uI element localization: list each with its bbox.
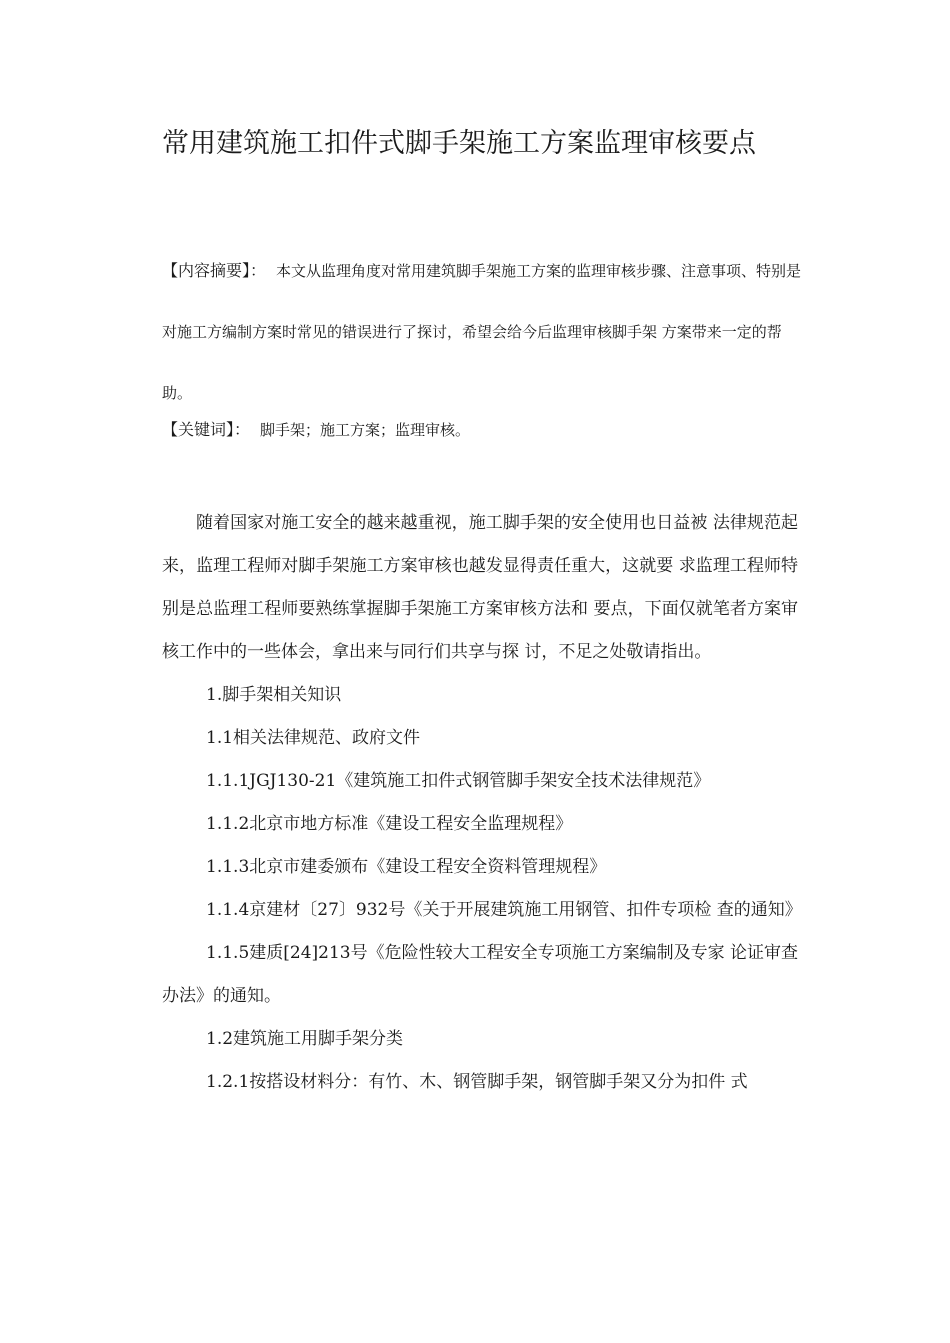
abstract-label: 【内容摘要】： — [162, 261, 267, 280]
list-item: 1.1.1JGJ130-21《建筑施工扣件式钢管脚手架安全技术法律规范》 — [206, 771, 711, 791]
section-heading: 1.1相关法律规范、政府文件 — [206, 728, 421, 748]
keywords-label: 【关键词】： — [162, 420, 251, 439]
section-heading: 1.2建筑施工用脚手架分类 — [206, 1029, 404, 1049]
list-item: 1.1.3北京市建委颁布《建设工程安全资料管理规程》 — [206, 857, 607, 877]
keywords-paragraph — [162, 412, 802, 448]
list-item: 1.1.2北京市地方标准《建设工程安全监理规程》 — [206, 814, 573, 834]
list-item: 1.2.1按搭设材料分：有竹、木、钢管脚手架，钢管脚手架又分为扣件 式 — [206, 1072, 748, 1092]
document-body — [162, 502, 802, 1104]
list-item: 1.1.5建质[24]213号《危险性较大工程安全专项施工方案编制及专家 论证审查办法》的通知。 — [162, 943, 799, 1006]
abstract-paragraph — [162, 240, 802, 424]
keywords-text: 脚手架；施工方案；监理审核。 — [260, 421, 471, 439]
document-title: 常用建筑施工扣件式脚手架施工方案监理审核要点 — [162, 128, 756, 159]
list-item: 1.1.4京建材〔27〕932号《关于开展建筑施工用钢管、扣件专项检 查的通知》 — [206, 900, 802, 920]
intro-paragraph: 随着国家对施工安全的越来越重视，施工脚手架的安全使用也日益被 法律规范起来，监理工程师对脚手架施工方案审核也越发显得责任重大，这就要 求监理工程师特别是总监理工程师要熟练掌握脚手架施工方案审核方法和 要点，下面仅就笔者方案审核工作中的一些体会，拿出来与同行们共享与探 讨，不足之处敬请指出。 — [162, 513, 798, 662]
section-heading: 1.脚手架相关知识 — [206, 685, 342, 705]
abstract-text: 本文从监理角度对常用建筑脚手架施工方案的监理审核步骤、注意事项、特别是对施工方编制方案时常见的错误进行了探讨，希望会给今后监理审核脚手架 方案带来一定的帮助。 — [162, 262, 802, 402]
